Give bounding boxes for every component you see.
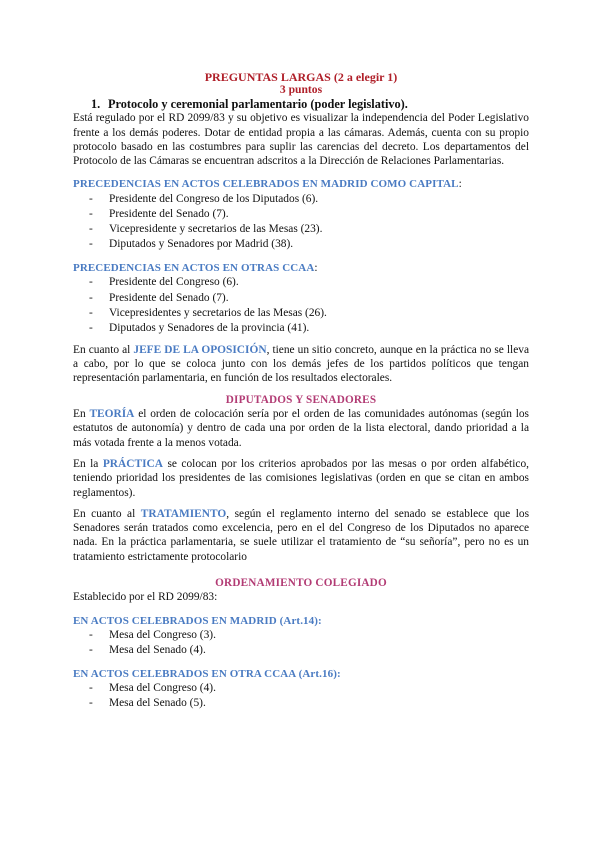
colegiado-ccaa-list <box>73 681 529 711</box>
oposicion-pre: En cuanto al <box>73 343 134 356</box>
ccaa-heading-colon: : <box>314 262 318 275</box>
practica-pre: En la <box>73 457 103 470</box>
list-item: - Presidente del Senado (7). <box>89 207 529 222</box>
list-item: - Mesa del Senado (4). <box>89 643 529 658</box>
oposicion-paragraph <box>73 343 529 386</box>
tratamiento-post: , según el reglamento interno del senado se establece que los Senadores serán tratados como excelencia, pero en el del Congreso de los Diputados no aparece nada. En la práctica parlamentaria, se suele utilizar el tratamiento de “su señoría”, pero no es un tratamiento estrictamente protocolario <box>73 507 529 563</box>
colegiado-madrid-list <box>73 628 529 658</box>
page-title: PREGUNTAS LARGAS (2 a elegir 1) <box>204 70 398 84</box>
oposicion-keyword: JEFE DE LA OPOSICIÓN <box>133 343 267 356</box>
teoria-post: el orden de colocación sería por el orden de las comunidades autónomas (según los estatutos de autonomía) y dentro de cada una por orden de la lista electoral, dando prioridad a la más votada frente a la menos votada. <box>73 408 529 449</box>
list-item: - Presidente del Congreso de los Diputados (6). <box>89 192 529 207</box>
question-number: 1. <box>91 97 101 111</box>
list-item: - Vicepresidente y secretarios de las Mesas (23). <box>89 222 529 237</box>
colegiado-ccaa-heading: EN ACTOS CELEBRADOS EN OTRA CCAA (Art.16): <box>73 668 341 681</box>
list-item: - Diputados y Senadores por Madrid (38). <box>89 237 529 252</box>
teoria-paragraph <box>73 407 529 450</box>
teoria-keyword: TEORÍA <box>89 408 135 421</box>
madrid-heading-colon: : <box>458 178 462 191</box>
points-label: 3 puntos <box>279 83 323 96</box>
practica-paragraph <box>73 457 529 500</box>
practica-keyword: PRÁCTICA <box>102 457 163 470</box>
question-heading <box>91 97 529 111</box>
tratamiento-keyword: TRATAMIENTO <box>140 507 227 520</box>
tratamiento-paragraph <box>73 507 529 564</box>
question-title: Protocolo y ceremonial parlamentario (poder legislativo). <box>108 97 408 111</box>
list-item: - Mesa del Congreso (4). <box>89 681 529 696</box>
colegiado-madrid-heading: EN ACTOS CELEBRADOS EN MADRID (Art.14): <box>73 614 322 627</box>
ccaa-precedence-list <box>73 275 529 335</box>
colegiado-intro: Establecido por el RD 2099/83: <box>73 591 218 604</box>
diputados-heading: DIPUTADOS Y SENADORES <box>225 393 377 406</box>
colegiado-heading: ORDENAMIENTO COLEGIADO <box>215 576 387 589</box>
document-page <box>73 70 529 712</box>
oposicion-post: , tiene un sitio concreto, aunque en la práctica no se lleva a cabo, por lo que se coloca junto con los demás jefes de los partidos políticos que tengan representación parlamentaria, en función de los resultados electorales. <box>73 343 529 385</box>
list-item: - Diputados y Senadores de la provincia (41). <box>89 321 529 336</box>
tratamiento-pre: En cuanto al <box>73 507 141 520</box>
list-item: - Presidente del Senado (7). <box>89 291 529 306</box>
practica-post: se colocan por los criterios aprobados por las mesas o por orden alfabético, teniendo prioridad los presidentes de las comisiones legislativas (orden en que se citan en ambos reglamentos). <box>73 457 529 499</box>
teoria-pre: En <box>73 408 90 421</box>
list-item: - Presidente del Congreso (6). <box>89 275 529 290</box>
ccaa-heading-text: PRECEDENCIAS EN ACTOS EN OTRAS CCAA <box>73 262 315 275</box>
madrid-precedence-heading <box>73 177 529 191</box>
list-item: - Mesa del Congreso (3). <box>89 628 529 643</box>
intro-paragraph: Está regulado por el RD 2099/83 y su objetivo es visualizar la independencia del Poder Legislativo frente a los demás poderes. Dotar de entidad propia a las cámaras. Además, cuenta con su propio protocolo basado en las costumbres para suplir las carencias del decreto. Los departamentos del Protocolo de las Cámaras se encuentran adscritos a la Dirección de Relaciones Parlamentarias. <box>73 112 529 168</box>
ccaa-precedence-heading <box>73 261 529 275</box>
list-item: - Vicepresidentes y secretarios de las Mesas (26). <box>89 306 529 321</box>
madrid-heading-text: PRECEDENCIAS EN ACTOS CELEBRADOS EN MADRID COMO CAPITAL <box>73 178 459 191</box>
madrid-precedence-list <box>73 192 529 252</box>
list-item: - Mesa del Senado (5). <box>89 696 529 711</box>
